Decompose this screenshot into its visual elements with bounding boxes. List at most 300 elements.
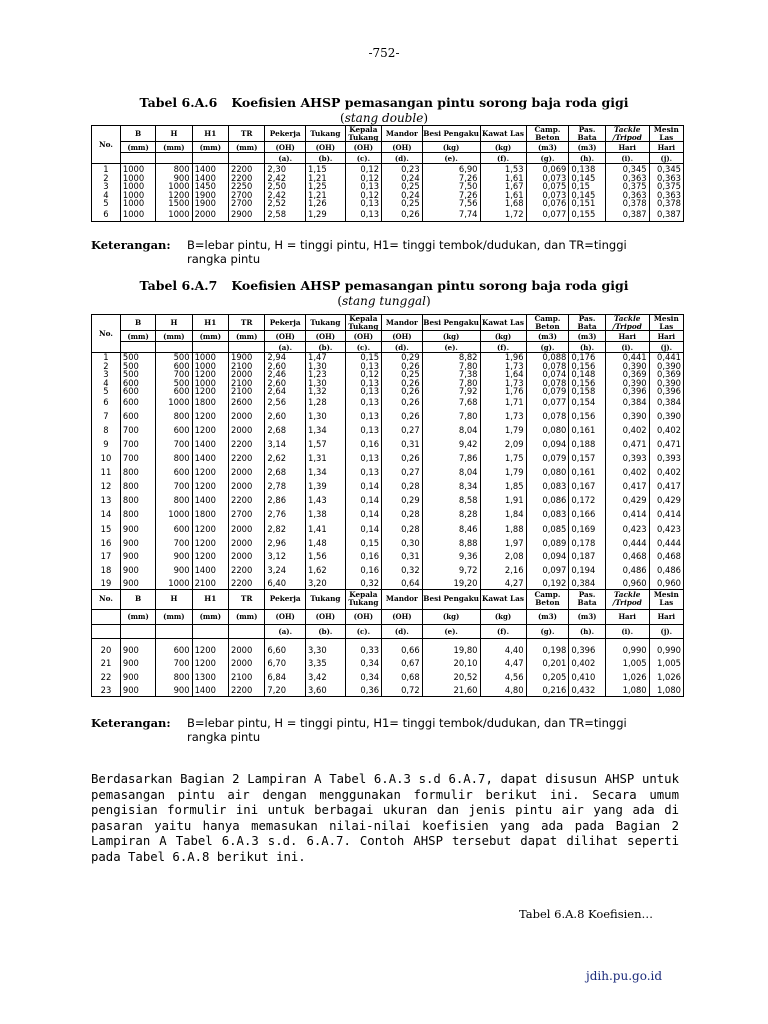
table-cell: 0,26 [382,379,423,387]
table-cell: 17 [92,550,121,563]
table-cell: 0,33 [345,644,381,657]
table-cell: 3,42 [306,670,346,684]
table-cell: 6,40 [265,577,306,589]
header-cell: Tackle /Tripod [605,315,649,331]
table-cell: 5 [92,199,121,208]
code-cell: (f). [480,624,526,638]
header-cell: Mandor [382,315,423,331]
codes-row [92,153,684,164]
table-cell: 14 [92,507,121,522]
table-cell: 2000 [228,657,264,670]
code-cell-empty [120,624,155,638]
table-cell: 1,34 [306,424,346,437]
table-cell: 1,61 [480,174,526,182]
table-cell: 13 [92,493,121,507]
table1-title: Koefisien AHSP pemasangan pintu sorong baja roda gigi [231,95,629,110]
code-cell: (g). [526,153,569,164]
table-cell: 1,47 [306,353,346,362]
table-cell: 0,097 [526,563,569,577]
table-cell: 0,13 [345,182,381,190]
table2-caption [0,278,768,308]
unit-cell: (m3) [526,331,569,342]
table-cell: 0,67 [382,657,423,670]
header-cell: TR [228,126,264,142]
table-cell: 0,468 [649,550,683,563]
table-cell: 0,390 [605,362,649,370]
table-cell: 6 [92,208,121,221]
table-cell: 0,12 [345,174,381,182]
table-cell: 700 [156,437,192,452]
table-cell: 2000 [228,409,264,424]
table2-note-label: Keterangan: [91,716,171,730]
table-cell: 0,486 [605,563,649,577]
table-cell: 0,390 [649,409,683,424]
code-cell: (b). [306,153,346,164]
code-cell: (h). [569,624,605,638]
table-cell: 800 [156,452,192,465]
table-cell: 7,38 [422,370,480,378]
table-cell: 0,471 [649,437,683,452]
table-cell: 2,62 [265,452,306,465]
unit-cell: (mm) [156,331,192,342]
table-cell: 900 [156,174,192,182]
table-cell: 8,28 [422,507,480,522]
header-cell: TR [228,315,264,331]
table-cell: 800 [120,480,155,493]
table-cell: 1,71 [480,396,526,409]
table-cell: 2,42 [265,174,306,182]
table-cell: 21,60 [422,684,480,696]
table-cell: 0,393 [605,452,649,465]
unit-cell: (OH) [306,609,346,624]
table1-label: Tabel 6.A.6 [139,95,218,110]
table-cell: 700 [120,424,155,437]
table-cell: 0,390 [605,409,649,424]
table1-caption [0,95,768,125]
table-cell: 6,60 [265,644,306,657]
code-cell-empty [120,153,155,164]
unit-cell: (mm) [120,609,155,624]
table-cell: 3,35 [306,657,346,670]
header-cell: Pas. Bata [569,589,605,609]
table-cell: 0,13 [345,362,381,370]
table-cell: 2,42 [265,191,306,199]
table-cell: 1400 [192,563,228,577]
table-cell: 2100 [228,362,264,370]
table-cell: 0,15 [345,353,381,362]
table-cell: 0,414 [649,507,683,522]
table-cell: 0,423 [605,522,649,536]
table-cell: 1,76 [480,387,526,396]
table-cell: 2,58 [265,208,306,221]
table-row [92,409,684,424]
table-cell: 0,074 [526,370,569,378]
table-cell: 0,402 [605,465,649,480]
header-cell: Besi Pengaku [422,589,480,609]
table-cell: 600 [156,387,192,396]
table-cell: 2200 [228,164,264,174]
table2-subtitle-open: ( [337,294,342,308]
header-no: No. [92,589,121,609]
table1 [91,125,684,222]
table-cell: 1800 [192,396,228,409]
table-cell: 0,36 [345,684,381,696]
table-cell: 20,10 [422,657,480,670]
table-cell: 0,429 [649,493,683,507]
page-number: -752- [368,46,400,60]
table-cell: 4 [92,191,121,199]
table-cell: 2200 [228,684,264,696]
code-cell: (g). [526,624,569,638]
table1-subtitle-close: ) [423,111,428,125]
table-cell: 0,083 [526,507,569,522]
table-cell: 0,161 [569,465,605,480]
table-cell: 0,089 [526,536,569,550]
table-cell: 0,156 [569,362,605,370]
table-cell: 0,192 [526,577,569,589]
table-cell: 1000 [120,199,155,208]
table-cell: 2200 [228,493,264,507]
table-cell: 2250 [228,182,264,190]
table-cell: 2700 [228,507,264,522]
table-cell: 8,46 [422,522,480,536]
table-cell: 0,432 [569,684,605,696]
table-cell: 1500 [156,199,192,208]
table-cell: 1400 [192,437,228,452]
table-cell: 7,92 [422,387,480,396]
table-cell: 2,60 [265,409,306,424]
unit-cell: Hari [649,142,683,153]
table-cell: 0,176 [569,353,605,362]
table-row [92,670,684,684]
unit-cell: Hari [649,609,683,624]
table-cell: 2100 [228,379,264,387]
table-cell: 0,444 [605,536,649,550]
table-cell: 2,56 [265,396,306,409]
table-cell: 0,34 [345,657,381,670]
table-cell: 8,04 [422,465,480,480]
table-cell: 16 [92,536,121,550]
table-cell: 700 [156,370,192,378]
table-cell: 1,73 [480,379,526,387]
code-cell-empty [192,342,228,353]
table-cell: 900 [120,522,155,536]
body-paragraph: Berdasarkan Bagian 2 Lampiran A Tabel 6.A.3 s.d 6.A.7, dapat disusun AHSP untuk pemasangan pintu air dengan menggunakan formulir berikut ini. Secara umum pengisian formulir ini untuk berbagai ukuran dan jenis pintu air yang ada di pasaran yaitu hanya memasukan nilai-nilai koefisien yang ada pada Bagian 2 Lampiran A Tabel 6.A.3 s.d. 6.A.7. Contoh AHSP tersebut dapat dilihat seperti pada Tabel 6.A.8 berikut ini. [91,772,679,864]
header-cell: Pekerja [265,589,306,609]
header-cell: Kepala Tukang [345,126,381,142]
table-cell: 1000 [156,182,192,190]
table-cell: 1000 [156,507,192,522]
table-cell: 2 [92,174,121,182]
table-cell: 0,14 [345,480,381,493]
table-cell: 1400 [192,164,228,174]
table-cell: 0,201 [526,657,569,670]
table-cell: 0,13 [345,452,381,465]
unit-cell: (OH) [382,609,423,624]
table-cell: 2,94 [265,353,306,362]
table-cell: 500 [156,379,192,387]
table-cell: 1,29 [306,208,346,221]
header-row [92,126,684,142]
table-cell: 0,444 [649,536,683,550]
table-cell: 12 [92,480,121,493]
table-cell: 0,157 [569,452,605,465]
table-cell: 11 [92,465,121,480]
table-cell: 0,083 [526,480,569,493]
table-cell: 0,378 [649,199,683,208]
table-cell: 2,78 [265,480,306,493]
next-table-reference: Tabel 6.A.8 Koefisien… [519,907,654,921]
code-cell: (c). [345,153,381,164]
table-cell: 2,86 [265,493,306,507]
table-cell: 500 [120,362,155,370]
code-cell-empty [228,624,264,638]
unit-cell: (m3) [569,609,605,624]
unit-cell: (m3) [569,331,605,342]
table-cell: 0,64 [382,577,423,589]
table-cell: 7,80 [422,362,480,370]
header-cell: Mandor [382,126,423,142]
table-cell: 2 [92,362,121,370]
table-cell: 2000 [228,465,264,480]
table-cell: 8,82 [422,353,480,362]
table-cell: 1300 [192,670,228,684]
table-cell: 2,60 [265,362,306,370]
table-cell: 800 [120,493,155,507]
header-cell: Mandor [382,589,423,609]
table-cell: 1000 [192,362,228,370]
header-cell: Kawat Las [480,315,526,331]
table-cell: 1400 [192,684,228,696]
table-cell: 2600 [228,396,264,409]
table-cell: 1200 [192,644,228,657]
table-cell: 0,12 [345,370,381,378]
table-cell: 600 [156,644,192,657]
table-cell: 0,441 [649,353,683,362]
code-cell: (e). [422,153,480,164]
unit-cell: (mm) [228,331,264,342]
table-cell: 2,46 [265,370,306,378]
header-cell: TR [228,589,264,609]
table-cell: 0,169 [569,522,605,536]
code-cell-empty [156,342,192,353]
table-cell: 1,67 [480,182,526,190]
table-cell: 0,384 [569,577,605,589]
table-cell: 0,13 [345,199,381,208]
table-cell: 0,156 [569,409,605,424]
table-cell: 0,26 [382,208,423,221]
table-cell: 600 [156,424,192,437]
table-cell: 0,28 [382,522,423,536]
table-cell: 0,31 [382,550,423,563]
table-cell: 0,410 [569,670,605,684]
unit-cell: (m3) [569,142,605,153]
table-cell: 900 [156,684,192,696]
table-cell: 0,14 [345,507,381,522]
code-cell: (h). [569,153,605,164]
table-cell: 1000 [156,577,192,589]
table-row [92,437,684,452]
table-cell: 1000 [156,396,192,409]
table-cell: 900 [156,563,192,577]
table-row [92,370,684,378]
code-cell: (d). [382,624,423,638]
table-row [92,362,684,370]
table-cell: 2700 [228,191,264,199]
table-cell: 0,069 [526,164,569,174]
table-cell: 0,441 [605,353,649,362]
table1-note-label: Keterangan: [91,238,171,252]
header-cell: Kawat Las [480,589,526,609]
table-cell: 2,60 [265,379,306,387]
header-cell: Mesin Las [649,589,683,609]
table-cell: 0,148 [569,370,605,378]
table-cell: 0,094 [526,437,569,452]
table-cell: 0,396 [569,644,605,657]
table-cell: 1,79 [480,465,526,480]
code-cell-empty [228,342,264,353]
table-row [92,684,684,696]
header-cell: H [156,589,192,609]
table-cell: 2,08 [480,550,526,563]
table-cell: 0,13 [345,387,381,396]
table-cell: 23 [92,684,121,696]
header-no: No. [92,315,121,353]
table-cell: 0,16 [345,550,381,563]
table-cell: 0,29 [382,353,423,362]
table-cell: 0,66 [382,644,423,657]
table2-note-text: B=lebar pintu, H = tinggi pintu, H1= tinggi tembok/dudukan, dan TR=tinggi rangka pintu [187,716,627,744]
table-cell: 2200 [228,174,264,182]
table2-note [91,716,691,744]
table-cell: 0,075 [526,182,569,190]
unit-cell: Hari [649,331,683,342]
site-link[interactable]: jdih.pu.go.id [586,969,663,983]
table-cell: 1200 [192,409,228,424]
unit-cell: (mm) [192,331,228,342]
code-cell-empty [120,342,155,353]
table-cell: 1,61 [480,191,526,199]
table-cell: 0,414 [605,507,649,522]
header-no: No. [92,126,121,164]
header-cell: Camp. Beton [526,126,569,142]
table-cell: 900 [120,550,155,563]
table-cell: 1,15 [306,164,346,174]
table-cell: 1900 [228,353,264,362]
table-cell: 1,72 [480,208,526,221]
table-cell: 0,32 [382,563,423,577]
table-cell: 600 [120,379,155,387]
table-cell: 0,387 [605,208,649,221]
code-cell: (a). [265,342,306,353]
table-cell: 1450 [192,182,228,190]
table-cell: 0,16 [345,437,381,452]
table-cell: 1200 [192,387,228,396]
table-cell: 0,26 [382,409,423,424]
code-cell: (c). [345,342,381,353]
table-cell: 1,73 [480,362,526,370]
table-cell: 1,080 [649,684,683,696]
table-cell: 2100 [192,577,228,589]
table-cell: 1000 [120,174,155,182]
unit-cell: (OH) [345,609,381,624]
table-cell: 600 [156,465,192,480]
table-cell: 1000 [192,379,228,387]
table-cell: 1900 [192,199,228,208]
table-cell: 1000 [120,208,155,221]
table-cell: 3 [92,182,121,190]
table-cell: 0,990 [605,644,649,657]
table-cell: 600 [156,362,192,370]
table-cell: 1200 [192,424,228,437]
code-cell: (j). [649,342,683,353]
table-cell: 6,90 [422,164,480,174]
table-cell: 8,58 [422,493,480,507]
table2 [91,314,684,697]
table-cell: 6,84 [265,670,306,684]
table-cell: 800 [156,409,192,424]
table-cell: 900 [120,577,155,589]
table-cell: 0,077 [526,396,569,409]
table-cell: 0,166 [569,507,605,522]
header-cell: Tukang [306,315,346,331]
table-cell: 2100 [228,387,264,396]
table-cell: 22 [92,670,121,684]
header-cell: B [120,126,155,142]
table-row [92,379,684,387]
header-cell: Tackle /Tripod [605,126,649,142]
unit-cell: (m3) [526,609,569,624]
header-cell: Tukang [306,126,346,142]
table-cell: 1,005 [605,657,649,670]
table-cell: 0,25 [382,182,423,190]
table-cell: 0,384 [649,396,683,409]
table-cell: 2000 [228,536,264,550]
header-cell: Kepala Tukang [345,315,381,331]
table-cell: 3,30 [306,644,346,657]
table-row [92,563,684,577]
unit-cell: (mm) [192,142,228,153]
table-cell: 1200 [156,191,192,199]
table-cell: 500 [120,353,155,362]
code-cell: (j). [649,153,683,164]
table-cell: 1200 [192,657,228,670]
table-cell: 0,24 [382,191,423,199]
header-cell: Pekerja [265,315,306,331]
header-cell: H [156,315,192,331]
table-cell: 2200 [228,437,264,452]
table-cell: 1,21 [306,174,346,182]
table-row [92,396,684,409]
table-cell: 0,396 [649,387,683,396]
table-cell: 0,369 [605,370,649,378]
table-cell: 0,14 [345,493,381,507]
header-cell: Tukang [306,589,346,609]
table-cell: 2000 [228,480,264,493]
table-cell: 4,80 [480,684,526,696]
table-cell: 0,390 [605,379,649,387]
code-cell: (f). [480,342,526,353]
table-cell: 1200 [192,465,228,480]
table-cell: 3,14 [265,437,306,452]
table-cell: 0,29 [382,493,423,507]
table-cell: 1200 [192,370,228,378]
table-cell: 0,34 [345,670,381,684]
table-cell: 7,50 [422,182,480,190]
table-cell: 0,216 [526,684,569,696]
table-cell: 1,32 [306,387,346,396]
table-cell: 3 [92,370,121,378]
